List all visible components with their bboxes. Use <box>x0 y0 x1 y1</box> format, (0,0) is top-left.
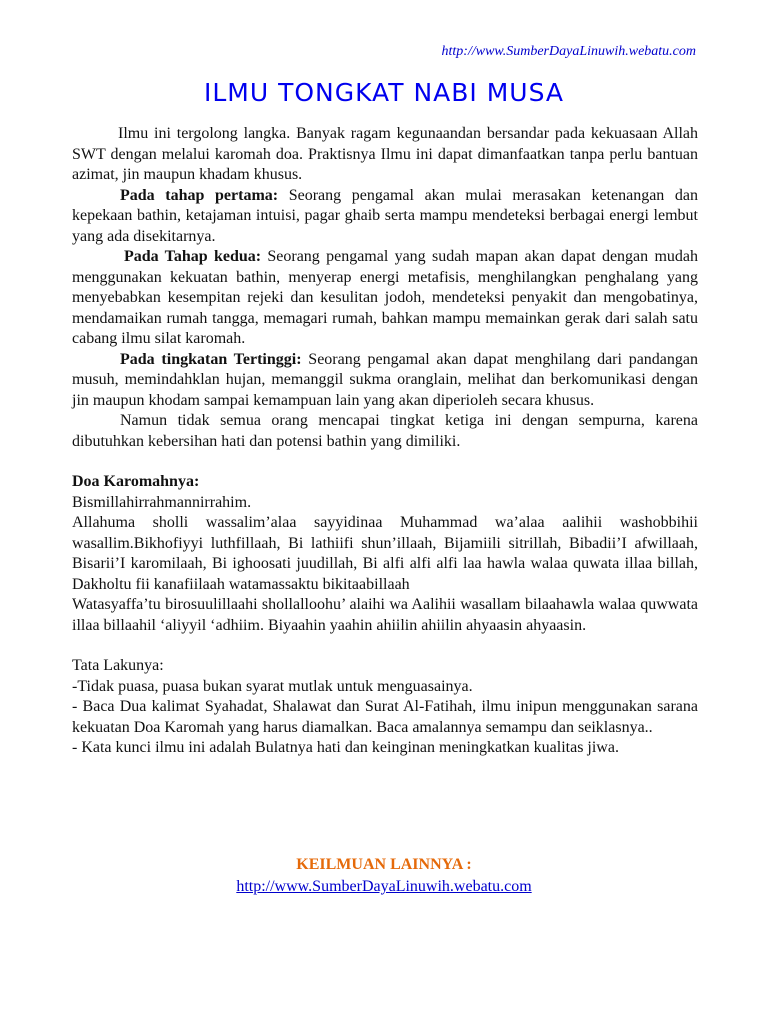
doa-line: Allahuma sholli wassalim’alaa sayyidinaa Muhammad wa’alaa aalihii washobbihii wasallim.Bikhofiyyi luthfillaah, Bi lathiifi shun’illaah, Bijamiili sitrillah, Bibadii’I afwillaah, Bisarii’I karomilaah, Bi ighoosati juudillah, Bi alfi alfi alfi laa hawla walaa quwata illaa billah, Dakholtu fii kanafiilaah watamassaktu bikitaabillaah <box>72 514 698 593</box>
stage-text: Seorang pengamal akan mulai merasakan ketenangan dan kepekaan bathin, ketajaman intuisi, pagar ghaib serta mampu mendeteksi berbagai energi lembut yang ada disekitarnya. <box>72 186 698 245</box>
stage-label: Pada tingkatan Tertinggi: <box>120 350 302 368</box>
intro-paragraph: Ilmu ini tergolong langka. Banyak ragam kegunaandan bersandar pada kekuasaan Allah SWT dengan melalui karomah doa. Praktisnya Ilmu ini dapat dimanfaatkan tanpa perlu bantuan azimat, jin maupun khadam khusus. <box>72 125 698 183</box>
spacer <box>72 452 698 472</box>
stage-text: Seorang pengamal akan dapat menghilang dari pandangan musuh, memindahklan hujan, memanggil sukma oranglain, melihat dan berkomunikasi dengan jin maupun khodam sampai kemampuan lain yang akan diperioleh secara khusus. <box>72 350 699 409</box>
tata-item: - Baca Dua kalimat Syahadat, Shalawat dan Surat Al-Fatihah, ilmu inipun menggunakan sarana kekuatan Doa Karomah yang harus diamalkan. Baca amalannya semampu dan seiklasnya.. <box>72 698 698 736</box>
stage-paragraph-3 <box>72 350 698 412</box>
doa-heading-text: Doa Karomahnya: <box>72 473 200 490</box>
footer-heading: KEILMUAN LAINNYA : <box>296 856 472 873</box>
tata-item: -Tidak puasa, puasa bukan syarat mutlak untuk menguasainya. <box>72 677 473 695</box>
closing-paragraph: Namun tidak semua orang mencapai tingkat ketiga ini dengan sempurna, karena dibutuhkan kebersihan hati dan potensi bathin yang dimiliki. <box>72 412 698 450</box>
stage-label: Pada tahap pertama: <box>120 186 279 204</box>
spacer <box>72 636 698 656</box>
doa-line: Bismillahirrahmannirrahim. <box>72 493 252 511</box>
footer-url-link[interactable]: http://www.SumberDayaLinuwih.webatu.com <box>236 878 532 895</box>
tata-item: - Kata kunci ilmu ini adalah Bulatnya hati dan keinginan meningkatkan kualitas jiwa. <box>72 739 619 756</box>
stage-paragraph-1 <box>72 186 698 248</box>
stage-text: Seorang pengamal yang sudah mapan akan dapat dengan mudah menggunakan kekuatan bathin, menyerap energi metafisis, menghilangkan penghalang yang menyebabkan kesempitan rejeki dan kesulitan jodoh, mendeteksi penyakit dan mengobatinya, mendamaikan rumah tangga, memagari rumah, bahkan mampu memainkan gerak dari salah satu cabang ilmu silat karomah. <box>72 248 698 347</box>
stage-paragraph-2 <box>72 247 698 350</box>
doa-line: Watasyaffa’tu birosuulillaahi shollalloohu’ alaihi wa Aalihii wasallam bilaahawla walaa quwwata illaa billaahil ‘aliyyil ‘adhiim. Biyaahin yaahin ahiilin ahiilin ahyaasin ahyaasin. <box>72 596 698 634</box>
footer <box>0 854 768 898</box>
page-title: ILMU TONGKAT NABI MUSA <box>203 78 565 107</box>
article-body <box>72 124 698 759</box>
stage-label: Pada Tahap kedua: <box>124 248 262 265</box>
tata-heading: Tata Lakunya: <box>72 657 164 674</box>
header-url-link[interactable]: http://www.SumberDayaLinuwih.webatu.com <box>441 44 696 59</box>
doa-heading <box>72 472 698 493</box>
